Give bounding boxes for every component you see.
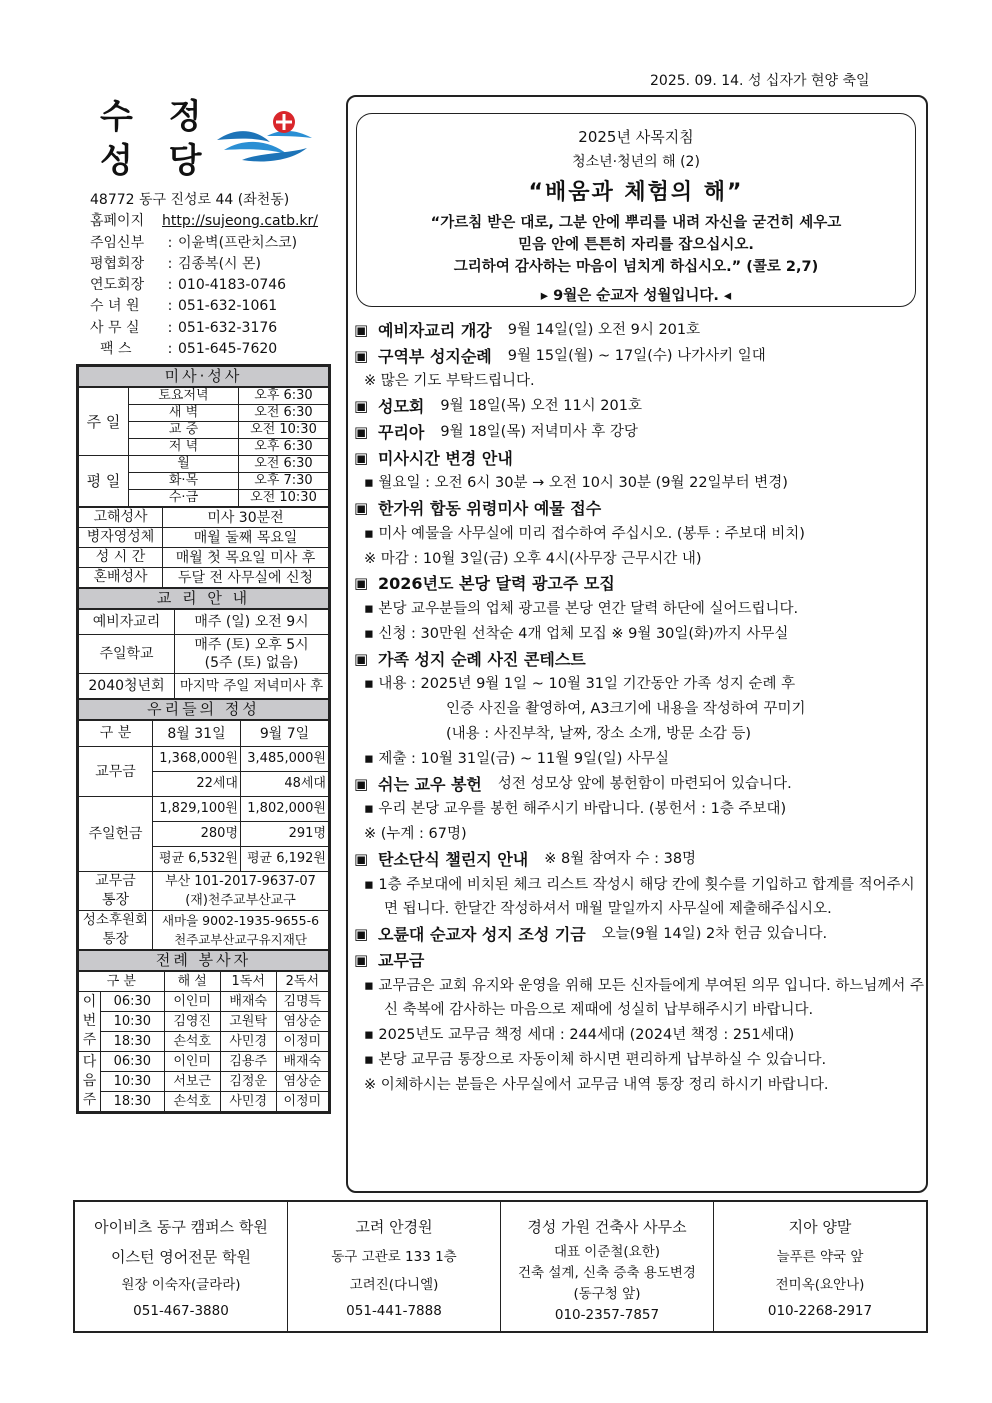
parish-title <box>100 95 214 183</box>
servers-table: 구 분 해 설 1독서 2독서 이 번 주 06:30 이인미 배재숙 김명득 10:30 김영진 고원탁 염상순 18:30 손석호 사민경 이정미 다 음 주 06:30 이인미 김용주 배재숙 10:30 서보근 김정운 염상순 18:30 손석호 사민경 이정미 <box>78 971 329 1112</box>
notice-line: ▪ 우리 본당 교우를 봉헌 해주시기 바랍니다. (봉헌서 : 1층 주보대) <box>364 801 787 818</box>
notice-line: ▪ 제출 : 10월 31일(금) ~ 11월 9일(일) 사무실 <box>364 750 670 767</box>
education-header: 교 리 안 내 <box>78 588 329 609</box>
info-yeondo: 연도회장 : 010-4183-0746 <box>90 277 287 294</box>
notice-line: ▪ 교무금은 교회 유지와 운영을 위해 모든 신자들에게 부여된 의무 입니다. 하느님께서 주신 축복에 감사하는 마음으로 제때에 성실히 납부해주시기 바랍니다. <box>364 977 924 1019</box>
ad-socks: 지아 양말 늘푸른 약국 앞 전미옥(요안나) 010-2268-2917 <box>767 1218 873 1319</box>
notice-heading: ▣ 교무금 <box>354 950 425 970</box>
mass-table: 주 일 토요저녁 오후 6:30 새 벽 오전 6:30 교 중 오전 10:30 저 녁 오후 6:30 평 일 월 오전 6:30 화·목 오후 7:30 수·금 오전 10:30 <box>78 387 329 507</box>
info-council: 평협회장 : 김종복(시 몬) <box>90 255 261 272</box>
notice-line: ※ 마감 : 10월 3일(금) 오후 4시(사무장 근무시간 내) <box>364 550 702 567</box>
notice-line: ※ 많은 기도 부탁드립니다. <box>364 373 535 390</box>
notice-heading: ▣ 쉬는 교우 봉헌 성전 성모상 앞에 봉헌함이 마련되어 있습니다. <box>354 774 792 794</box>
notice-line: ▪ 1층 주보대에 비치된 체크 리스트 작성시 해당 칸에 횟수를 기입하고 합계를 적어주시면 됩니다. 한달간 작성하셔서 매월 말일까지 사무실에 제출해주십시오. <box>364 876 915 918</box>
notice-heading: ▣ 예비자교리 개강 9월 14일(일) 오전 9시 201호 <box>354 321 701 340</box>
notice-heading: ▣ 구역부 성지순례 9월 15일(월) ~ 17일(수) 나가사키 일대 <box>354 346 766 366</box>
ad-optician: 고려 안경원 동구 고관로 133 1층 고려진(다니엘) 051-441-7888 <box>288 1202 501 1331</box>
offerings-header: 우리들의 정성 <box>78 699 329 720</box>
notices <box>354 318 924 1098</box>
sponsor-ads <box>73 1200 928 1333</box>
martyrs-month: ▸ 9월은 순교자 성월입니다. ◂ <box>540 288 732 304</box>
homepage-link[interactable]: http://sujeong.catb.kr/ <box>162 213 319 230</box>
notice-line: ※ (누계 : 67명) <box>364 826 467 843</box>
info-convent: 수 녀 원 : 051-632-1061 <box>90 298 278 315</box>
notice-line: (내용 : 사진부착, 날짜, 장소 소개, 방문 소감 등) <box>446 726 752 742</box>
info-homepage: 홈페이지 http://sujeong.catb.kr/ <box>90 211 340 232</box>
ad-academy: 아이비츠 동구 캠퍼스 학원 이스턴 영어전문 학원 원장 이숙자(글라라) 051-467-3880 <box>75 1202 288 1331</box>
pastoral-theme: “배움과 체험의 해” <box>528 180 744 205</box>
notice-line: ※ 이체하시는 분들은 사무실에서 교무금 내역 통장 정리 하시기 바랍니다. <box>364 1076 829 1093</box>
notice-heading: ▣ 탄소단식 챌린지 안내 ※ 8월 참여자 수 : 38명 <box>354 849 697 869</box>
notice-heading: ▣ 2026년도 본당 달력 광고주 모집 <box>354 574 615 594</box>
info-office: 사 무 실 : 051-632-3176 <box>90 319 278 336</box>
notice-heading: ▣ 가족 성지 순례 사진 콘테스트 <box>354 649 586 669</box>
left-sidebar-tables <box>76 364 331 1114</box>
servers-header: 전례 봉사자 <box>78 950 329 971</box>
parish-title-line1: 수 정 <box>100 97 214 137</box>
sacrament-table: 고해성사 미사 30분전 병자영성체 매월 둘째 목요일 성 시 간 매월 첫 목요일 미사 후 혼배성사 두달 전 사무실에 신청 <box>78 507 329 588</box>
notice-line: 인증 사진을 촬영하여, A3크기에 내용을 작성하여 꾸미기 <box>446 701 806 718</box>
mass-header: 미사·성사 <box>78 366 329 387</box>
notice-heading: ▣ 한가위 합동 위령미사 예물 접수 <box>354 499 602 519</box>
date-line: 2025. 09. 14. 성 십자가 현양 축일 <box>650 73 870 89</box>
notice-line: ▪ 본당 교우분들의 업체 광고를 본당 연간 달력 하단에 실어드립니다. <box>364 601 799 618</box>
notice-line: ▪ 내용 : 2025년 9월 1일 ~ 10월 31일 기간동안 가족 성지 순례 후 <box>364 676 796 693</box>
pastoral-quote: “가르침 받은 대로, 그분 안에 뿌리를 내려 자신을 굳건히 세우고 믿음 안에 튼튼히 자리를 잡으십시오. 그리하여 감사하는 마음이 넘치게 하십시오.” (콜로 2,7) <box>430 215 842 275</box>
pastoral-title: 2025년 사목지침 <box>578 128 694 146</box>
offerings-table: 구 분 8월 31일 9월 7일 교무금 1,368,000원 3,485,000원 22세대 48세대 주일헌금 1,829,100원 1,802,000원 280명 291명 평균 6,532원 평균 6,192원 교무금 통장 부산 101-2017-9637-07 (재)천주교부산교구 성소후원회 통장 새마을 9002-1935-9655-6 천주교부산교구유지재단 <box>78 720 329 950</box>
pastoral-guideline <box>356 113 916 307</box>
info-pastor: 주임신부 : 이윤벽(프란치스코) <box>90 234 298 251</box>
notice-line: ▪ 2025년도 교무금 책정 세대 : 244세대 (2024년 책정 : 251세대) <box>364 1027 795 1044</box>
notice-heading: ▣ 꾸리아 9월 18일(목) 저녁미사 후 강당 <box>354 422 638 442</box>
parish-logo-icon <box>212 108 322 168</box>
parish-info <box>90 190 340 360</box>
notice-line: ▪ 본당 교무금 통장으로 자동이체 하시면 편리하게 납부하실 수 있습니다. <box>364 1051 827 1068</box>
notice-heading: ▣ 오륜대 순교자 성지 조성 기금 오늘(9월 14일) 2차 헌금 있습니다. <box>354 925 828 945</box>
parish-title-line2: 성 당 <box>100 141 214 181</box>
notice-line: ▪ 신청 : 30만원 선착순 4개 업체 모집 ※ 9월 30일(화)까지 사무실 <box>364 625 789 642</box>
notice-heading: ▣ 미사시간 변경 안내 <box>354 448 513 468</box>
education-table: 예비자교리 매주 (일) 오전 9시 주일학교 매주 (토) 오후 5시 (5주 (토) 없음) 2040청년회 마지막 주일 저녁미사 후 <box>78 609 329 699</box>
info-fax: 팩 스 : 051-645-7620 <box>100 341 278 358</box>
notice-line: ▪ 월요일 : 오전 6시 30분 → 오전 10시 30분 (9월 22일부터 변경) <box>364 475 788 492</box>
ad-architect: 경성 가원 건축사 사무소 대표 이준철(요한) 건축 설계, 신축 증축 용도변경 (동구청 앞) 010-2357-7857 <box>501 1202 714 1331</box>
notice-line: ▪ 미사 예물을 사무실에 미리 접수하여 주십시오. (봉투 : 주보대 비치) <box>364 525 805 542</box>
address: 48772 동구 진성로 44 (좌천동) <box>90 192 290 208</box>
pastoral-subtitle: 청소년·청년의 해 (2) <box>572 154 700 170</box>
notice-heading: ▣ 성모회 9월 18일(목) 오전 11시 201호 <box>354 397 642 417</box>
